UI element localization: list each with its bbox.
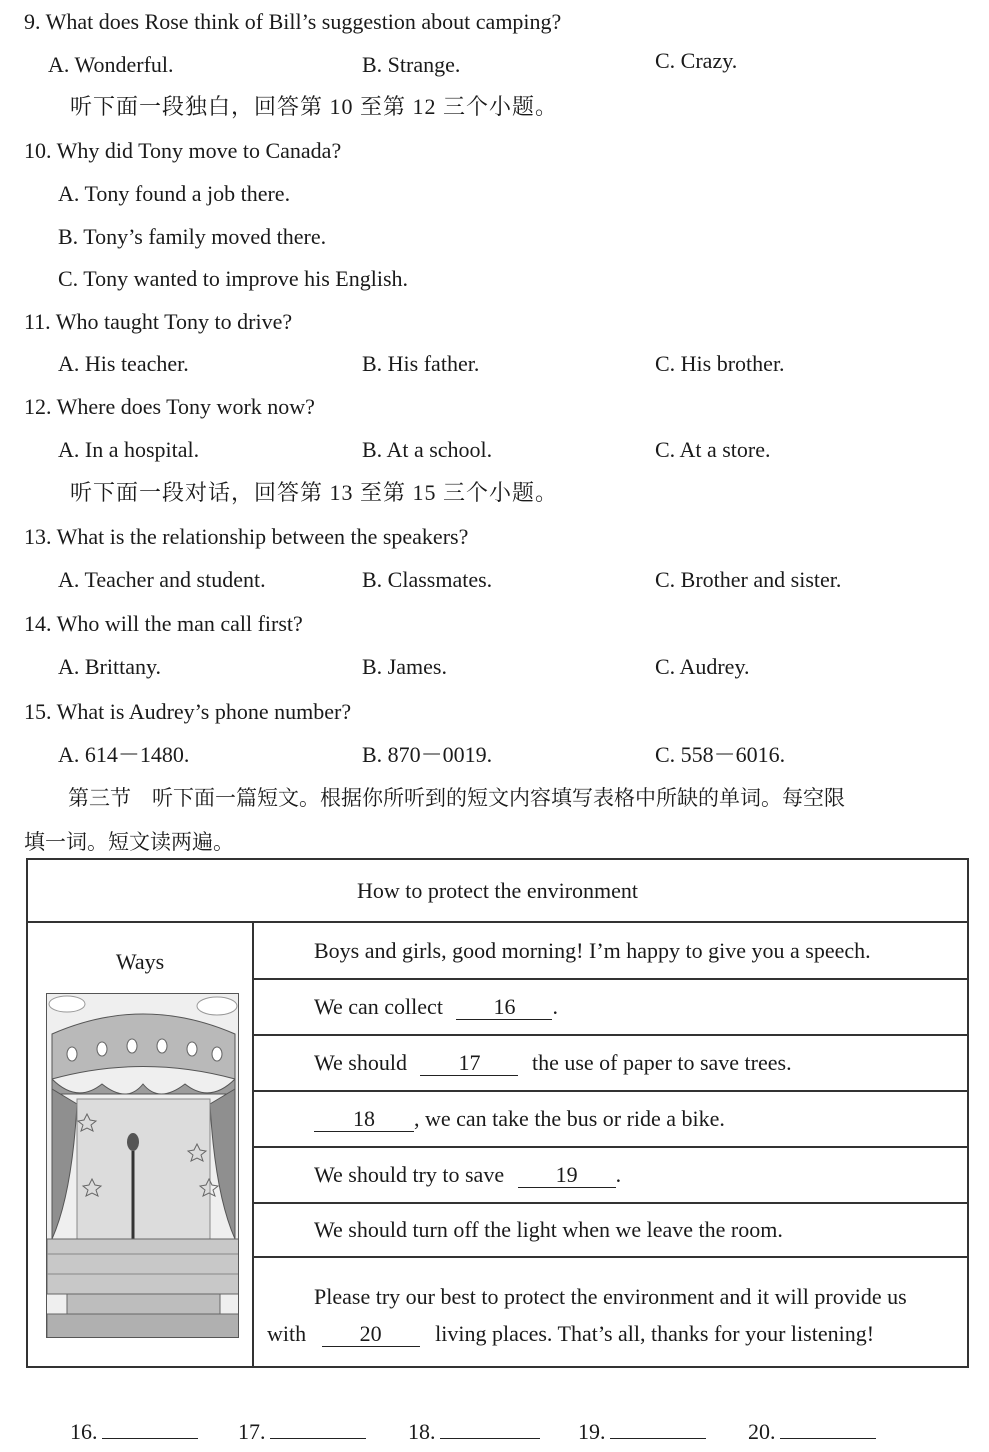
q14-option-c: C. Audrey. — [655, 654, 750, 679]
row-light: We should turn off the light when we leave the room. — [314, 1217, 783, 1242]
table-row — [254, 923, 969, 980]
blank-20: 20 — [322, 1322, 420, 1347]
q14-option-b: B. James. — [362, 654, 447, 679]
row-speech-opening: Boys and girls, good morning! I’m happy to give you a speech. — [314, 937, 871, 963]
q9-option-a: A. Wonderful. — [48, 52, 174, 77]
q13-option-c: C. Brother and sister. — [655, 567, 842, 592]
question-12: 12. Where does Tony work now? — [24, 394, 315, 419]
q12-option-a: A. In a hospital. — [58, 437, 200, 462]
stage-illustration — [46, 993, 239, 1338]
environment-table — [26, 858, 969, 1368]
table-row — [254, 1204, 969, 1258]
section-3-instruction-cont: 填一词。短文读两遍。 — [24, 830, 234, 854]
q10-option-c: C. Tony wanted to improve his English. — [58, 266, 409, 291]
answer-17: 17. — [238, 1416, 366, 1446]
answer-19: 19. — [578, 1416, 706, 1446]
question-14: 14. Who will the man call first? — [24, 611, 303, 636]
question-9: 9. What does Rose think of Bill’s suggestion about camping? — [24, 9, 562, 34]
row-collect: We can collect 16 . — [314, 994, 558, 1019]
q15-option-a: A. 614－1480. — [58, 742, 190, 767]
table-row — [254, 980, 969, 1036]
answer-blank[interactable] — [102, 1416, 198, 1439]
row-closing-line1: Please try our best to protect the environment and it will provide us — [314, 1284, 907, 1309]
q11-option-a: A. His teacher. — [58, 351, 189, 376]
answer-blank[interactable] — [780, 1416, 876, 1439]
q10-option-b: B. Tony’s family moved there. — [58, 224, 327, 249]
ways-cell — [28, 923, 254, 1368]
answer-16: 16. — [70, 1416, 198, 1446]
row-paper: We should 17 the use of paper to save trees. — [314, 1050, 792, 1075]
q10-option-a: A. Tony found a job there. — [58, 181, 291, 206]
q15-option-b: B. 870－0019. — [362, 742, 493, 767]
section-3-instruction: 第三节 听下面一篇短文。根据你所听到的短文内容填写表格中所缺的单词。每空限 — [68, 786, 845, 810]
answer-blank[interactable] — [440, 1416, 540, 1439]
q13-option-b: B. Classmates. — [362, 567, 493, 592]
question-10: 10. Why did Tony move to Canada? — [24, 138, 342, 163]
answer-blank[interactable] — [270, 1416, 366, 1439]
instruction-dialogue: 听下面一段对话，回答第 13 至第 15 三个小题。 — [70, 480, 559, 505]
blank-18: 18 — [314, 1107, 414, 1132]
instruction-monologue: 听下面一段独白，回答第 10 至第 12 三个小题。 — [70, 94, 559, 119]
row-transport: 18 , we can take the bus or ride a bike. — [314, 1106, 725, 1132]
q9-option-c: C. Crazy. — [655, 48, 738, 73]
question-13: 13. What is the relationship between the speakers? — [24, 524, 469, 549]
question-11: 11. Who taught Tony to drive? — [24, 309, 293, 334]
table-title: How to protect the environment — [28, 860, 967, 923]
q11-option-b: B. His father. — [362, 351, 480, 376]
blank-17: 17 — [420, 1051, 518, 1076]
q15-option-c: C. 558－6016. — [655, 742, 786, 767]
table-row — [254, 1258, 969, 1368]
q9-option-b: B. Strange. — [362, 52, 461, 77]
q13-option-a: A. Teacher and student. — [58, 567, 266, 592]
q12-option-b: B. At a school. — [362, 437, 493, 462]
q11-option-c: C. His brother. — [655, 351, 785, 376]
table-row — [254, 1092, 969, 1148]
question-15: 15. What is Audrey’s phone number? — [24, 699, 352, 724]
row-closing-line2: with 20 living places. That’s all, thanks for your listening! — [267, 1321, 875, 1346]
blank-19: 19 — [518, 1163, 616, 1188]
ways-label: Ways — [115, 949, 165, 974]
blank-16: 16 — [456, 995, 552, 1020]
row-save: We should try to save 19 . — [314, 1162, 622, 1187]
answer-18: 18. — [408, 1416, 540, 1446]
q14-option-a: A. Brittany. — [58, 654, 162, 679]
q12-option-c: C. At a store. — [655, 437, 771, 462]
table-row — [254, 1148, 969, 1204]
answer-20: 20. — [748, 1416, 876, 1446]
table-row — [254, 1036, 969, 1092]
answer-blank[interactable] — [610, 1416, 706, 1439]
